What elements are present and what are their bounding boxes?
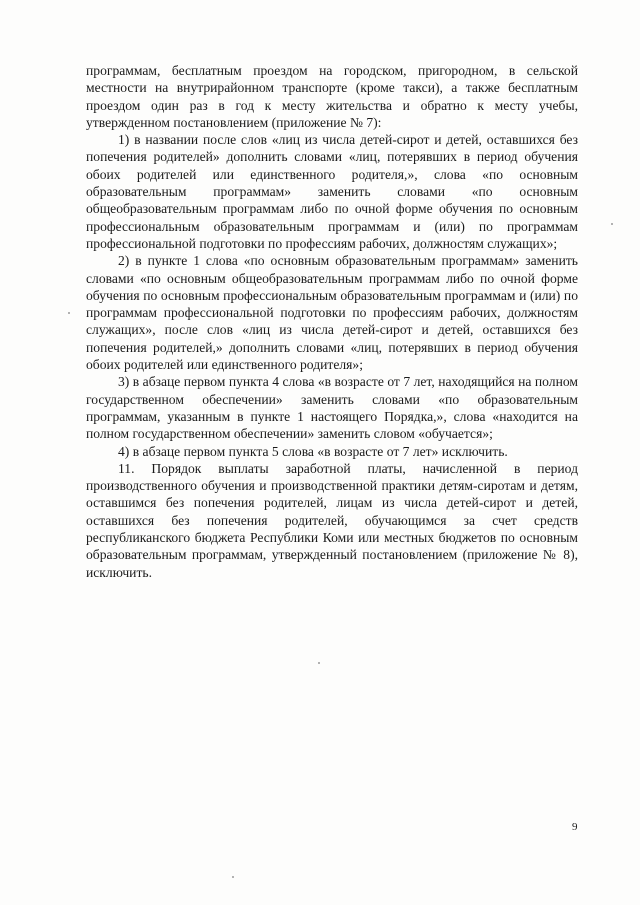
document-text (86, 62, 578, 581)
paragraph-point-11: 11. Порядок выплаты заработной платы, начисленной в период производственного обучения и производственной практики детям-сиротам и детям, оставшимся без попечения родителей, лицам из числа детей-сирот и детей, оставшихся без попечения родителей, обучающимся за счет средств республиканского бюджета Республики Коми или местных бюджетов по основным образовательным программам, утвержденный постановлением (приложение № 8), исключить. (86, 460, 578, 580)
scan-speck (68, 312, 70, 314)
scan-speck (318, 662, 320, 664)
scan-speck (232, 876, 234, 878)
paragraph-item-2: 2) в пункте 1 слова «по основным образовательным программам» заменить словами «по основным общеобразовательным программам либо по очной форме обучения по основным профессиональным образовательным программам и (или) по программам профессиональной подготовки по профессиям рабочих, должностям служащих», после слов «лиц из числа детей-сирот и детей, оставшихся без попечения родителей,» дополнить словами «лиц, потерявших в период обучения обоих родителей или единственного родителя»; (86, 253, 578, 373)
scan-speck (611, 223, 613, 225)
paragraph-item-3: 3) в абзаце первом пункта 4 слова «в возрасте от 7 лет, находящийся на полном государственном обеспечении» заменить словами «по образовательным программам, указанным в пункте 1 настоящего Порядка,», слова «находится на полном государственном обеспечении» заменить словом «обучается»; (86, 374, 578, 442)
paragraph-continuation: программам, бесплатным проездом на городском, пригородном, в сельской местности на внутрирайонном транспорте (кроме такси), а также бесплатным проездом один раз в год к месту жительства и обратно к месту учебы, утвержденном постановлением (приложение № 7): (86, 63, 578, 130)
paragraph-item-4: 4) в абзаце первом пункта 5 слова «в возрасте от 7 лет» исключить. (118, 443, 508, 459)
page-number: 9 (572, 821, 578, 833)
paragraph-item-1: 1) в названии после слов «лиц из числа детей-сирот и детей, оставшихся без попечения родителей» дополнить словами «лиц, потерявших в период обучения обоих родителей или единственного родителя,», слова «по основным образовательным программам» заменить словами «по основным общеобразовательным программам либо по очной форме обучения по основным профессиональным образовательным программам и (или) по программам профессиональной подготовки по профессиям рабочих, должностям служащих»; (86, 132, 578, 251)
